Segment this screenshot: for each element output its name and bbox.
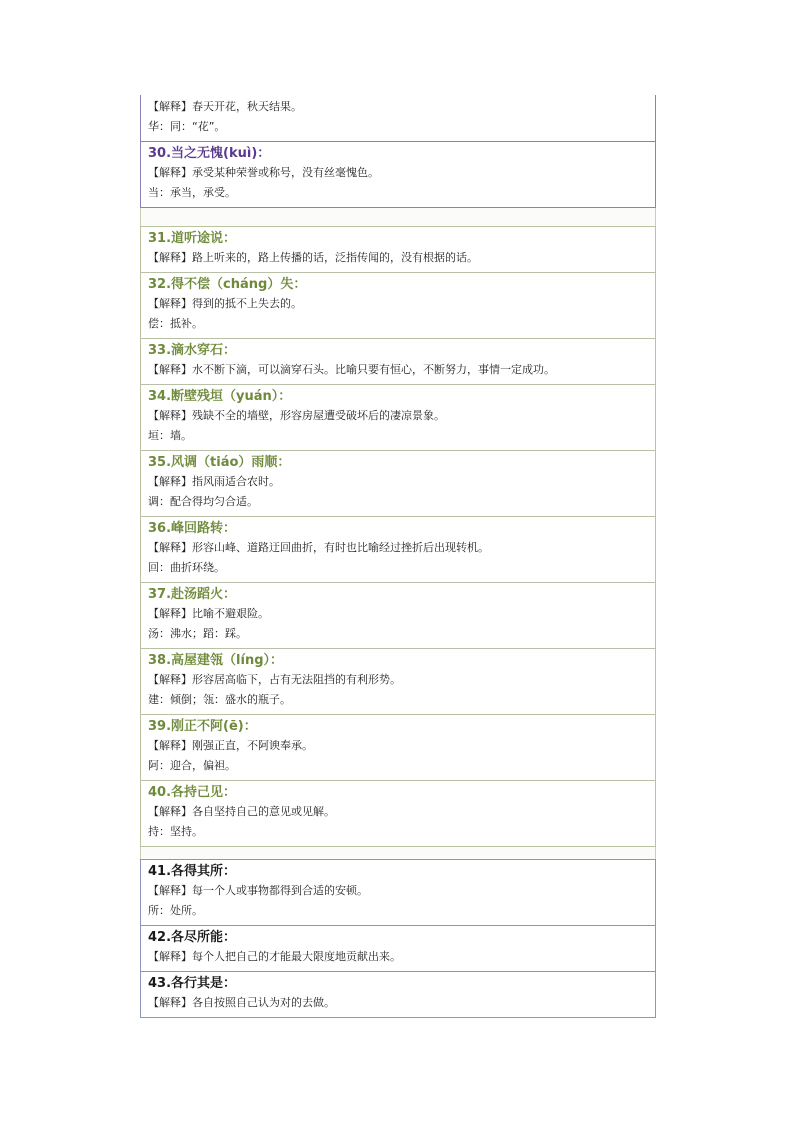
entry-title: 33.滴水穿石： — [148, 343, 237, 358]
entry-43 — [141, 971, 655, 1017]
note: 偿：抵补。 — [148, 317, 203, 330]
entry-40 — [141, 780, 655, 846]
group-purple — [140, 95, 656, 208]
entry-39 — [141, 714, 655, 780]
explanation: 【解释】形容山峰、道路迂回曲折，有时也比喻经过挫折后出现转机。 — [148, 541, 489, 554]
entry-title: 43.各行其是： — [148, 976, 237, 991]
note: 建：倾倒；瓴：盛水的瓶子。 — [148, 693, 291, 706]
note: 回：曲折环绕。 — [148, 561, 225, 574]
entry-title: 35.风调（tiáo）雨顺： — [148, 455, 291, 470]
note: 所：处所。 — [148, 904, 203, 917]
idiom-list — [140, 95, 656, 1018]
explanation: 【解释】每个人把自己的才能最大限度地贡献出来。 — [148, 950, 401, 963]
entry-title: 39.刚正不阿(ē)： — [148, 719, 257, 734]
entry-title: 37.赴汤蹈火： — [148, 587, 237, 602]
explanation: 【解释】得到的抵不上失去的。 — [148, 297, 302, 310]
section-gap — [140, 208, 656, 226]
entry-title: 38.高屋建瓴（líng）： — [148, 653, 284, 668]
explanation: 【解释】刚强正直，不阿谀奉承。 — [148, 739, 313, 752]
explanation: 【解释】春天开花，秋天结果。 — [148, 100, 302, 113]
entry-34 — [141, 384, 655, 450]
entry-title: 40.各持己见： — [148, 785, 237, 800]
entry-title: 41.各得其所： — [148, 864, 237, 879]
entry-35 — [141, 450, 655, 516]
entry-title: 36.峰回路转： — [148, 521, 237, 536]
entry-37 — [141, 582, 655, 648]
note: 阿：迎合，偏袒。 — [148, 759, 236, 772]
explanation: 【解释】比喻不避艰险。 — [148, 607, 269, 620]
section-gap — [140, 847, 656, 859]
entry-title: 34.断壁残垣（yuán）： — [148, 389, 292, 404]
explanation: 【解释】形容居高临下，占有无法阻挡的有利形势。 — [148, 673, 401, 686]
entry-42 — [141, 925, 655, 971]
explanation: 【解释】各自按照自己认为对的去做。 — [148, 996, 335, 1009]
explanation: 【解释】各自坚持自己的意见或见解。 — [148, 805, 335, 818]
explanation: 【解释】残缺不全的墙壁，形容房屋遭受破坏后的凄凉景象。 — [148, 409, 445, 422]
group-green — [140, 226, 656, 847]
note: 调：配合得均匀合适。 — [148, 495, 258, 508]
entry-38 — [141, 648, 655, 714]
entry-41 — [141, 860, 655, 925]
entry-36 — [141, 516, 655, 582]
explanation: 【解释】承受某种荣誉或称号，没有丝毫愧色。 — [148, 166, 379, 179]
group-navy — [140, 859, 656, 1018]
entry-title: 32.得不偿（cháng）失： — [148, 277, 307, 292]
note: 持：坚持。 — [148, 825, 203, 838]
entry-title: 42.各尽所能： — [148, 930, 237, 945]
explanation: 【解释】指风雨适合农时。 — [148, 475, 280, 488]
note: 华：同：“花”。 — [148, 120, 226, 133]
entry-33 — [141, 338, 655, 384]
note: 汤：沸水；蹈：踩。 — [148, 627, 247, 640]
entry-29-continued — [141, 95, 655, 141]
entry-31 — [141, 227, 655, 272]
note: 垣：墙。 — [148, 429, 192, 442]
explanation: 【解释】每一个人或事物都得到合适的安顿。 — [148, 884, 368, 897]
entry-title: 31.道听途说： — [148, 231, 237, 246]
note: 当：承当，承受。 — [148, 186, 236, 199]
entry-title: 30.当之无愧(kuì)： — [148, 146, 271, 161]
explanation: 【解释】水不断下滴，可以滴穿石头。比喻只要有恒心，不断努力，事情一定成功。 — [148, 363, 555, 376]
entry-32 — [141, 272, 655, 338]
entry-30 — [141, 141, 655, 207]
explanation: 【解释】路上听来的，路上传播的话，泛指传闻的，没有根据的话。 — [148, 251, 478, 264]
